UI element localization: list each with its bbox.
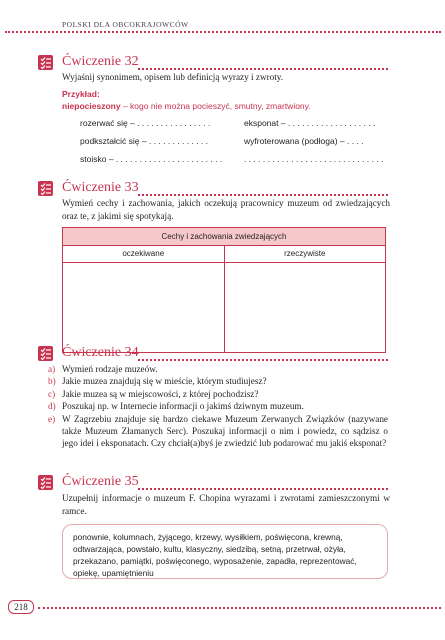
item-text: Poszukaj np. w Internecie informacji o jakimś dziwnym muzeum. — [62, 401, 304, 412]
item-text: Jakie muzea znajdują się w mieście, którym studiujesz? — [62, 376, 267, 387]
exercise-32-instruction: Wyjaśnij synonimem, opisem lub definicją wyrazy i zwroty. — [62, 72, 284, 82]
exercise-35-divider — [138, 488, 388, 490]
table-body — [63, 263, 385, 353]
table-cell-actual — [225, 263, 386, 353]
item-letter: d) — [48, 401, 56, 412]
word-bank-box — [62, 524, 388, 579]
exercise-33-instruction: Wymień cechy i zachowania, jakich oczekują pracownicy muzeum od zwiedzających oraz te, z jakimi się spotykają. — [62, 198, 390, 221]
fill-item: wyfroterowana (podłoga) – . . . . — [244, 136, 364, 146]
notebook-icon — [38, 55, 53, 70]
column-header-actual: rzeczywiste — [284, 249, 326, 258]
header-divider — [5, 31, 441, 33]
list-item — [48, 413, 388, 450]
example-line — [62, 100, 390, 113]
question-list — [48, 363, 388, 450]
notebook-icon — [38, 181, 53, 196]
word-bank-text: ponownie, kolumnach, żyjącego, krzewy, wysiłkiem, poświęcona, krewną, odtwarzająca, powstało, kultu, klasyczny, siedzibą, setną, przetrwał, ożyła, przekazano, pamiątki, poświęconego, wyposażenie, zapadła, reprezentować, opiekę, upamiętnieniu — [73, 532, 357, 578]
fill-item: eksponat – . . . . . . . . . . . . . . . . . . . — [244, 118, 376, 128]
list-item — [48, 400, 388, 412]
item-letter: c) — [48, 388, 56, 399]
item-letter: a) — [48, 364, 56, 374]
page-header-title: POLSKI DLA OBCOKRAJOWCÓW — [62, 20, 189, 29]
exercise-33-title: Ćwiczenie 33 — [62, 180, 139, 195]
table-title: Cechy i zachowania zwiedzających — [63, 228, 385, 246]
list-item — [48, 375, 388, 387]
footer-divider — [38, 607, 441, 609]
exercise-33-divider — [138, 194, 388, 196]
table-cell-expected — [63, 263, 225, 353]
item-text: Wymień rodzaje muzeów. — [62, 364, 158, 374]
exercise-32-divider — [138, 68, 388, 70]
exercise-34-divider — [138, 359, 388, 361]
item-text: W Zagrzebiu znajduje się bardzo ciekawe Muzeum Zerwanych Związków (nazywane także Muzeum Złamanych Serc). Poszukaj informacji o nim i powiedz, co sądzisz o jego idei i eksponatach. Czy chciał(a)byś je zwiedzić lub podarować mu jakiś eksponat? — [62, 413, 388, 449]
fill-item: podkształcić się – . . . . . . . . . . . . . — [80, 136, 209, 146]
notebook-icon — [38, 475, 53, 490]
list-item — [48, 388, 388, 400]
fill-item: . . . . . . . . . . . . . . . . . . . . . . . . . . . . . . — [244, 154, 384, 164]
list-item — [48, 363, 388, 375]
example-label: Przykład: — [62, 89, 100, 99]
item-letter: e) — [48, 413, 56, 424]
visitor-traits-table — [62, 227, 386, 353]
exercise-35-instruction: Uzupełnij informacje o muzeum F. Chopina wyrazami i zwrotami zamieszczonymi w ramce. — [62, 493, 390, 516]
notebook-icon — [38, 346, 53, 361]
column-header-expected: oczekiwane — [63, 246, 225, 262]
exercise-35-title: Ćwiczenie 35 — [62, 474, 139, 489]
fill-item: rozerwać się – . . . . . . . . . . . . . . . . — [80, 118, 211, 128]
exercise-34-title: Ćwiczenie 34 — [62, 345, 139, 360]
item-letter: b) — [48, 376, 56, 387]
page-number: 218 — [8, 600, 34, 614]
example-word: niepocieszony — [62, 101, 121, 111]
table-header-row — [63, 246, 385, 263]
item-text: Jakie muzea są w miejscowości, z której pochodzisz? — [62, 388, 259, 399]
fill-item: stoisko – . . . . . . . . . . . . . . . . . . . . . . . — [80, 154, 223, 164]
example-definition: – kogo nie można pocieszyć, smutny, zmartwiony. — [120, 101, 311, 111]
exercise-32-title: Ćwiczenie 32 — [62, 54, 139, 69]
